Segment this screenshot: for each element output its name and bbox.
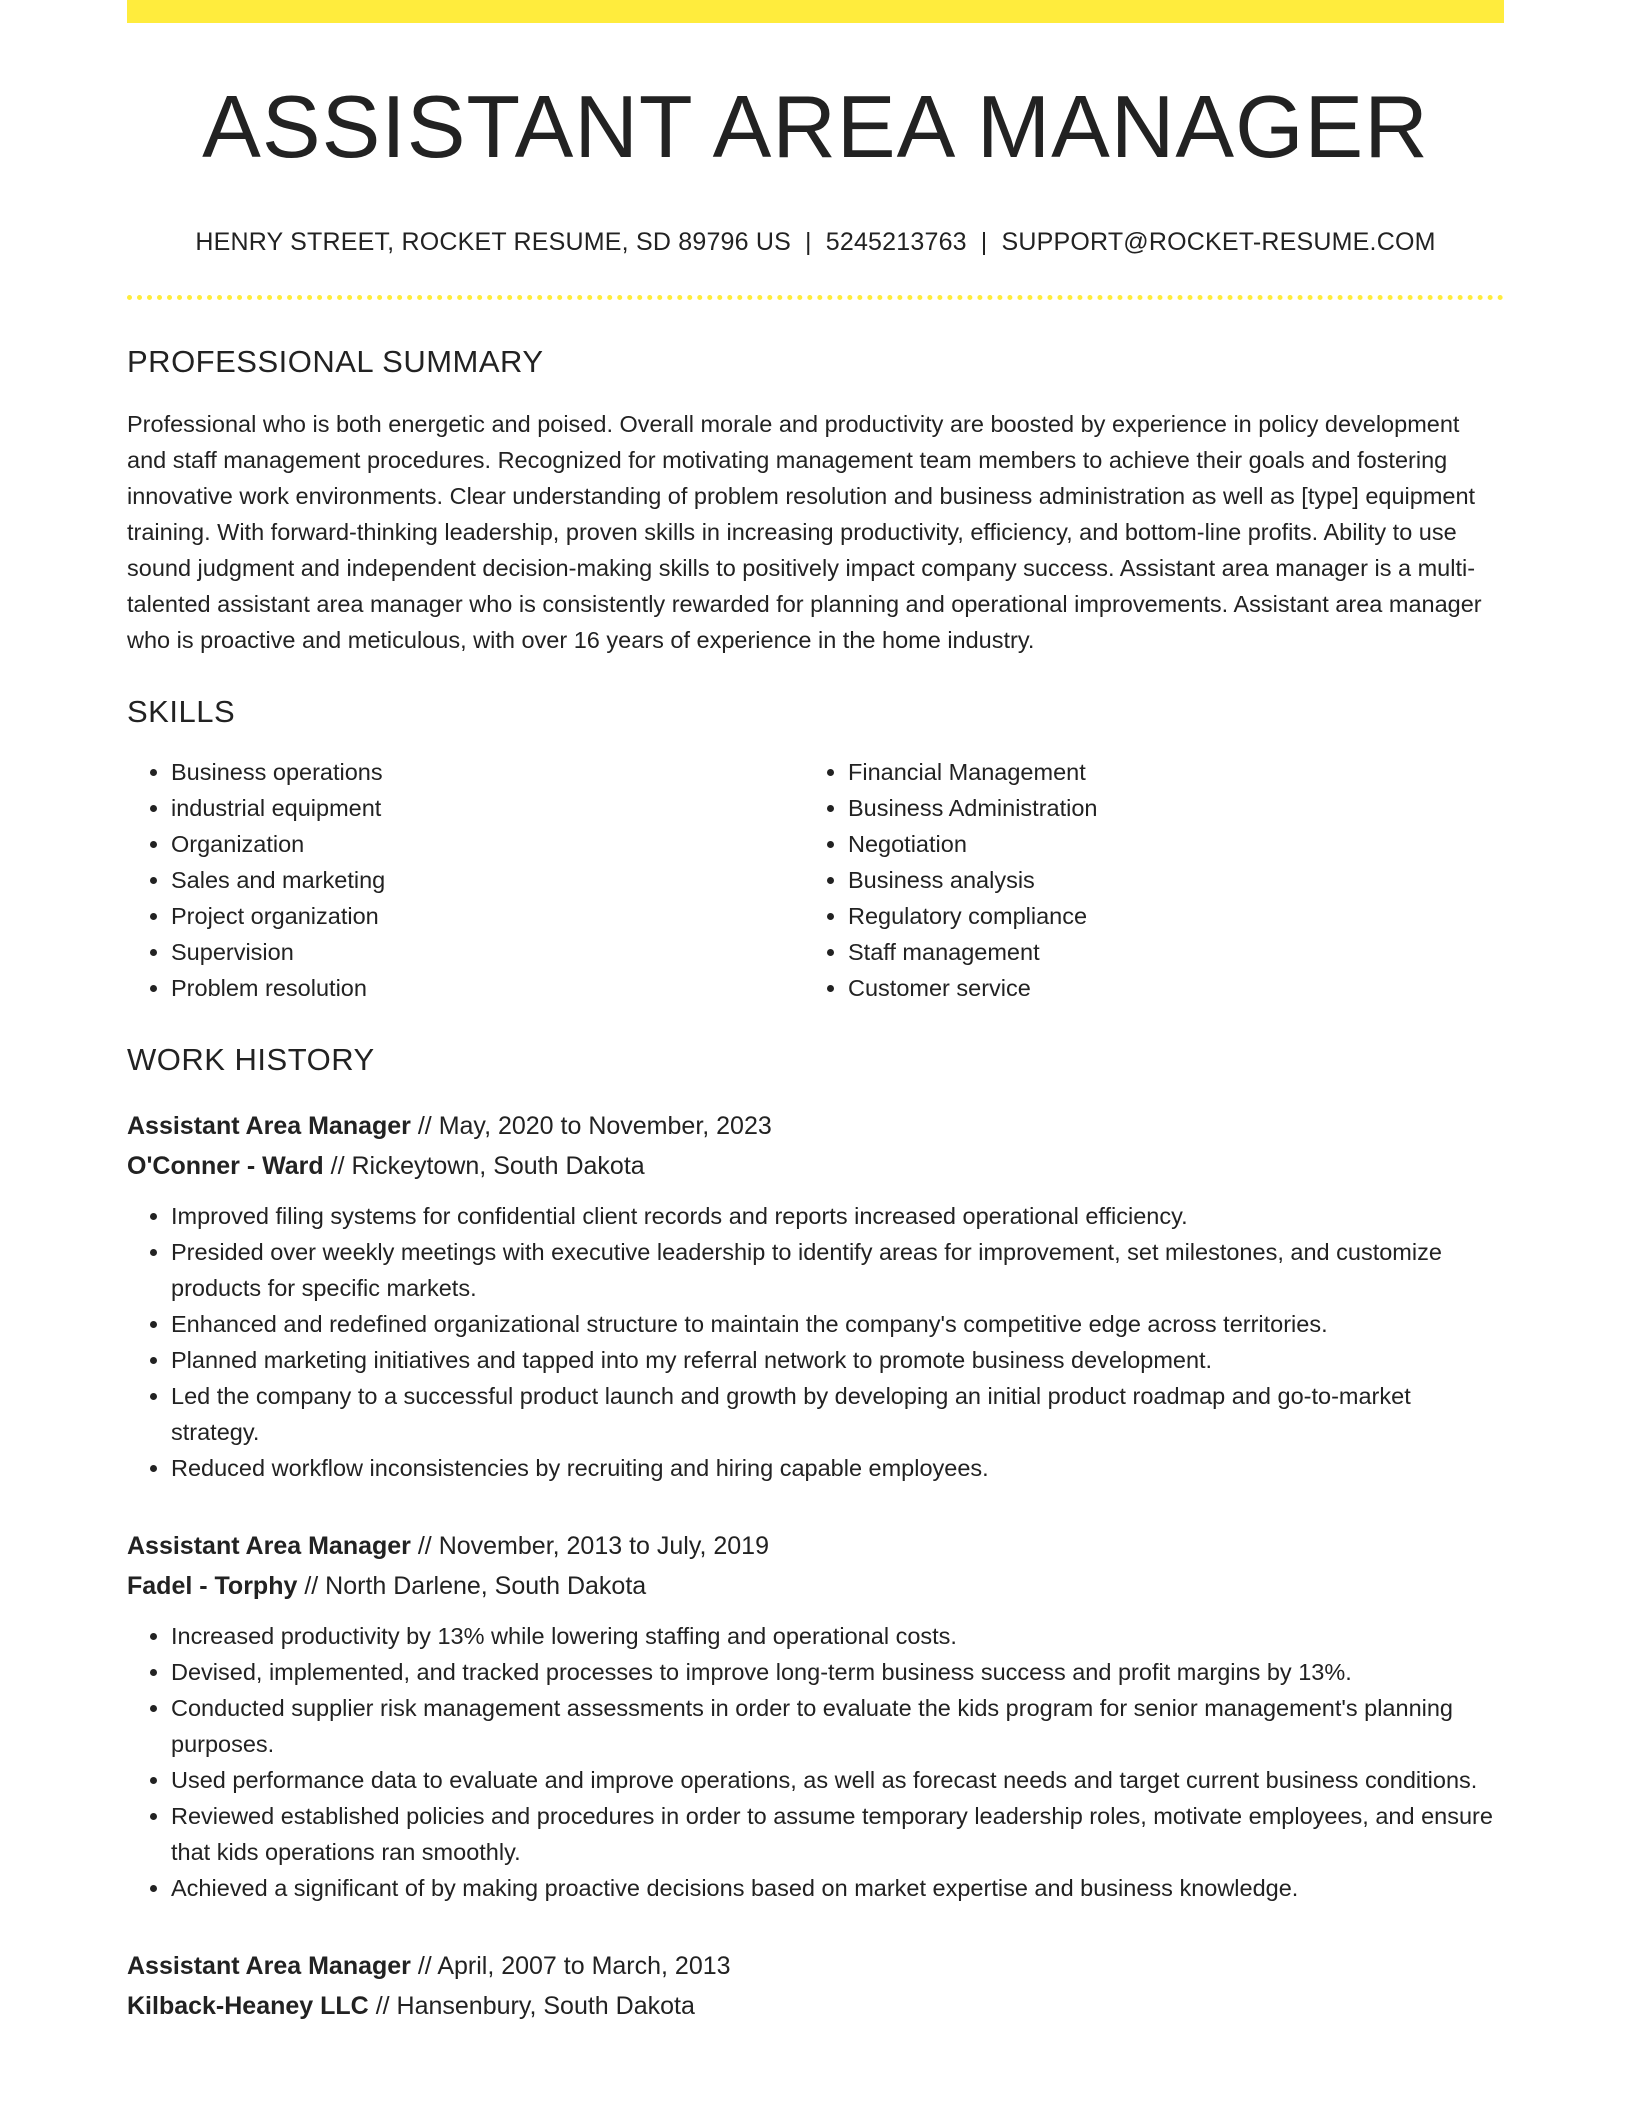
job-company-line [127,1146,1504,1186]
job-title-line [127,1946,1504,1986]
job-company: Kilback-Heaney LLC [127,1991,369,2020]
job-bullet: • Reduced workflow inconsistencies by recruiting and hiring capable employees. [171,1450,1504,1486]
job-dates: // November, 2013 to July, 2019 [417,1531,769,1560]
job-bullet: • Improved filing systems for confidential client records and reports increased operational efficiency. [171,1198,1504,1234]
resume-name: ASSISTANT AREA MANAGER [202,77,1429,176]
summary-section [127,344,1504,658]
job-company: O'Conner - Ward [127,1151,324,1180]
contact-separator: | [805,227,812,256]
job-company: Fadel - Torphy [127,1571,298,1600]
skills-grid [127,754,1504,1006]
skill-item: • Sales and marketing [171,862,804,898]
skill-item: • Business analysis [848,862,1481,898]
contact-separator: | [980,227,988,256]
job-location: // Rickeytown, South Dakota [330,1151,645,1180]
job-bullet: • Devised, implemented, and tracked processes to improve long-term business success and profit margins by 13%. [171,1654,1504,1690]
contact-email: SUPPORT@ROCKET-RESUME.COM [1001,227,1436,256]
contact-address: HENRY STREET, ROCKET RESUME, SD 89796 US [195,227,792,256]
skills-heading: SKILLS [127,693,236,729]
job-bullet: • Led the company to a successful product launch and growth by developing an initial product roadmap and go-to-market strategy. [171,1378,1504,1450]
skill-item: • Supervision [171,934,804,970]
job-bullet: • Enhanced and redefined organizational structure to maintain the company's competitive edge across territories. [171,1306,1504,1342]
job-entry [127,1526,1504,1906]
resume-page [127,0,1504,2026]
accent-top-bar [127,0,1504,23]
job-location: // Hansenbury, South Dakota [375,1991,695,2020]
job-entry [127,1946,1504,2026]
job-bullets [127,1198,1504,1486]
job-company-line [127,1986,1504,2026]
job-bullet: • Presided over weekly meetings with executive leadership to identify areas for improvement, set milestones, and customize products for specific markets. [171,1234,1504,1306]
job-dates: // May, 2020 to November, 2023 [417,1111,772,1140]
job-bullet: • Planned marketing initiatives and tapped into my referral network to promote business development. [171,1342,1504,1378]
skills-list-left [127,754,804,1006]
job-title: Assistant Area Manager [127,1111,411,1140]
job-bullet: • Increased productivity by 13% while lowering staffing and operational costs. [171,1618,1504,1654]
skill-item: • Customer service [848,970,1481,1006]
contact-line [127,228,1504,257]
job-bullet: • Achieved a significant of by making proactive decisions based on market expertise and business knowledge. [171,1870,1504,1906]
dotted-divider [127,295,1504,300]
job-bullet: • Reviewed established policies and procedures in order to assume temporary leadership roles, motivate employees, and ensure that kids operations ran smoothly. [171,1798,1504,1870]
skill-item: • Project organization [171,898,804,934]
skill-item: • Regulatory compliance [848,898,1481,934]
job-dates: // April, 2007 to March, 2013 [417,1951,731,1980]
skills-list-right [804,754,1481,1006]
summary-text: Professional who is both energetic and poised. Overall morale and productivity are boosted by experience in policy development and staff management procedures. Recognized for motivating management team members to achieve their goals and fostering innovative work environments. Clear understanding of problem resolution and business administration as well as [type] equipment training. With forward-thinking leadership, proven skills in increasing productivity, efficiency, and bottom-line profits. Ability to use sound judgment and independent decision-making skills to positively impact company success. Assistant area manager is a multi-talented assistant area manager who is consistently rewarded for planning and operational improvements. Assistant area manager who is proactive and meticulous, with over 16 years of experience in the home industry. [127,410,1482,653]
job-title: Assistant Area Manager [127,1951,411,1980]
skill-item: • Business Administration [848,790,1481,826]
job-title-line [127,1106,1504,1146]
skill-item: • Staff management [848,934,1481,970]
skill-item: • Problem resolution [171,970,804,1006]
job-entry [127,1106,1504,1486]
skill-item: • Organization [171,826,804,862]
job-list [127,1106,1504,2026]
job-bullet: • Used performance data to evaluate and improve operations, as well as forecast needs and target current business conditions. [171,1762,1504,1798]
skill-item: • Financial Management [848,754,1481,790]
job-title-line [127,1526,1504,1566]
summary-heading: PROFESSIONAL SUMMARY [127,343,544,379]
skill-item: • Business operations [171,754,804,790]
skill-item: • Negotiation [848,826,1481,862]
skills-section [127,694,1504,1006]
job-location: // North Darlene, South Dakota [304,1571,647,1600]
contact-phone: 5245213763 [825,227,967,256]
job-bullets [127,1618,1504,1906]
job-bullet: • Conducted supplier risk management assessments in order to evaluate the kids program for senior management's planning purposes. [171,1690,1504,1762]
job-company-line [127,1566,1504,1606]
work-history-section [127,1042,1504,2026]
skill-item: • industrial equipment [171,790,804,826]
work-history-heading: WORK HISTORY [127,1041,375,1077]
job-title: Assistant Area Manager [127,1531,411,1560]
